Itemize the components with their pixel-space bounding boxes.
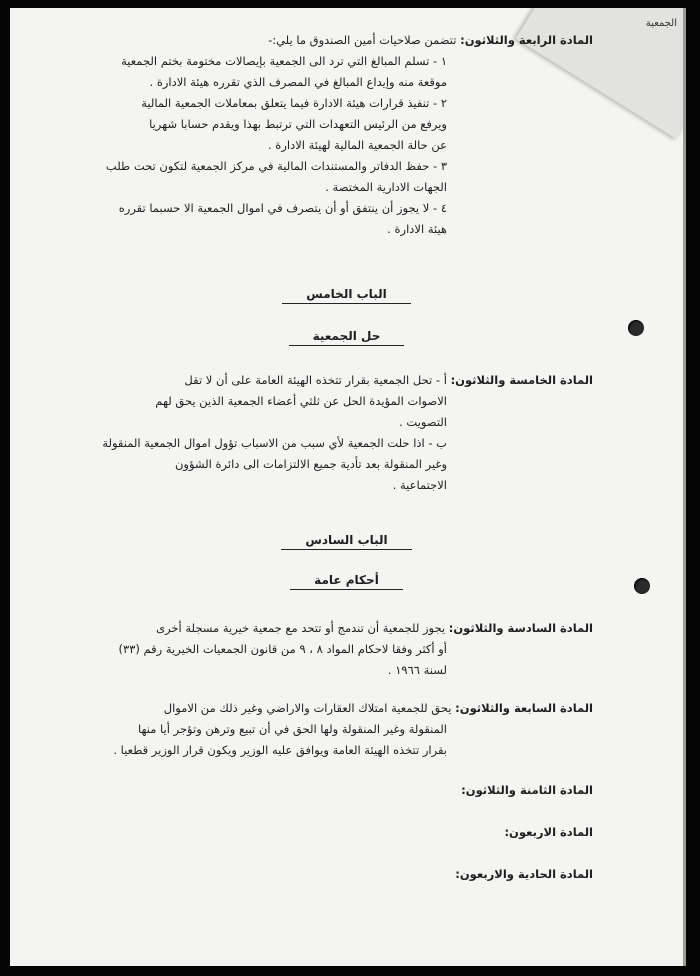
article-label: المادة الحادية والاربعون:: [455, 867, 593, 881]
article-34: [76, 30, 593, 240]
clause-line: الاصوات المؤيدة الحل عن ثلثي أعضاء الجمعية الذين يحق لهم: [155, 394, 447, 408]
article-label: المادة الاربعون:: [504, 825, 593, 839]
clause-line: لسنة ١٩٦٦ .: [387, 663, 447, 677]
chapter-5-subtitle: حل الجمعية: [10, 326, 683, 347]
fold-label: الجمعية: [645, 18, 677, 29]
article-35: [76, 370, 593, 496]
article-label: المادة الرابعة والثلاثون:: [460, 33, 593, 47]
clause-line: يحق للجمعية امتلاك العقارات والاراضي وغير ذلك من الاموال: [163, 701, 452, 715]
article-41: [76, 864, 593, 885]
clause-line: التصويت .: [399, 415, 447, 429]
clause-line: وغير المنقولة بعد تأدية جميع الالتزامات الى دائرة الشؤون: [174, 457, 447, 471]
clause-line: يجوز للجمعية أن تندمج أو تتحد مع جمعية خيرية مسجلة أخرى: [156, 621, 446, 635]
clause-line: الاجتماعية .: [392, 478, 447, 492]
article-intro: تتضمن صلاحيات أمين الصندوق ما يلي:-: [268, 33, 457, 47]
clause-line: هيئة الادارة .: [387, 222, 447, 236]
clause-line: أ - تحل الجمعية بقرار تتخذه الهيئة العامة على أن لا تقل: [184, 373, 447, 387]
clause-line: ب - اذا حلت الجمعية لأي سبب من الاسباب تؤول اموال الجمعية المنقولة: [102, 436, 447, 450]
article-label: المادة الخامسة والثلاثون:: [450, 373, 593, 387]
clause-line: ١ - تسلم المبالغ التي ترد الى الجمعية بإيصالات مختومة بختم الجمعية: [121, 54, 447, 68]
clause-line: ٤ - لا يجوز أن ينتفق أو أن يتصرف في اموال الجمعية الا حسبما تقرره: [118, 201, 447, 215]
clause-line: المنقولة وغير المنقولة ولها الحق في أن تبيع وترهن وتؤجر أيا منها: [137, 722, 447, 736]
article-label: المادة الثامنة والثلاثون:: [461, 783, 593, 797]
clause-line: عن حالة الجمعية المالية لهيئة الادارة .: [268, 138, 447, 152]
article-40: [76, 822, 593, 843]
article-37: [76, 698, 593, 761]
chapter-6-title: الباب السادس: [10, 530, 683, 551]
document-body: [10, 8, 683, 966]
clause-line: الجهات الادارية المختصة .: [325, 180, 447, 194]
chapter-5-title: الباب الخامس: [10, 284, 683, 305]
article-38: [76, 780, 593, 801]
clause-line: موقعة منه وإيداع المبالغ في المصرف الذي تقرره هيئة الادارة .: [149, 75, 447, 89]
clause-line: ٣ - حفظ الدفاتر والمستندات المالية في مركز الجمعية لتكون تحت طلب: [105, 159, 447, 173]
article-36: [76, 618, 593, 681]
article-label: المادة السابعة والثلاثون:: [455, 701, 593, 715]
document-page: [10, 8, 686, 966]
clause-line: ويرفع من الرئيس التعهدات التي ترتبط بهذا ويقدم حسابا شهريا: [149, 117, 447, 131]
clause-line: أو أكثر وفقا لاحكام المواد ٨ ، ٩ من قانون الجمعيات الخيرية رقم (٣٣): [118, 642, 447, 656]
chapter-6-subtitle: أحكام عامة: [10, 570, 683, 591]
article-label: المادة السادسة والثلاثون:: [448, 621, 593, 635]
clause-line: بقرار تتخذه الهيئة العامة ويوافق عليه الوزير ويكون قرار الوزير قطعيا .: [113, 743, 447, 757]
clause-line: ٢ - تنفيذ قرارات هيئة الادارة فيما يتعلق بمعاملات الجمعية المالية: [141, 96, 447, 110]
